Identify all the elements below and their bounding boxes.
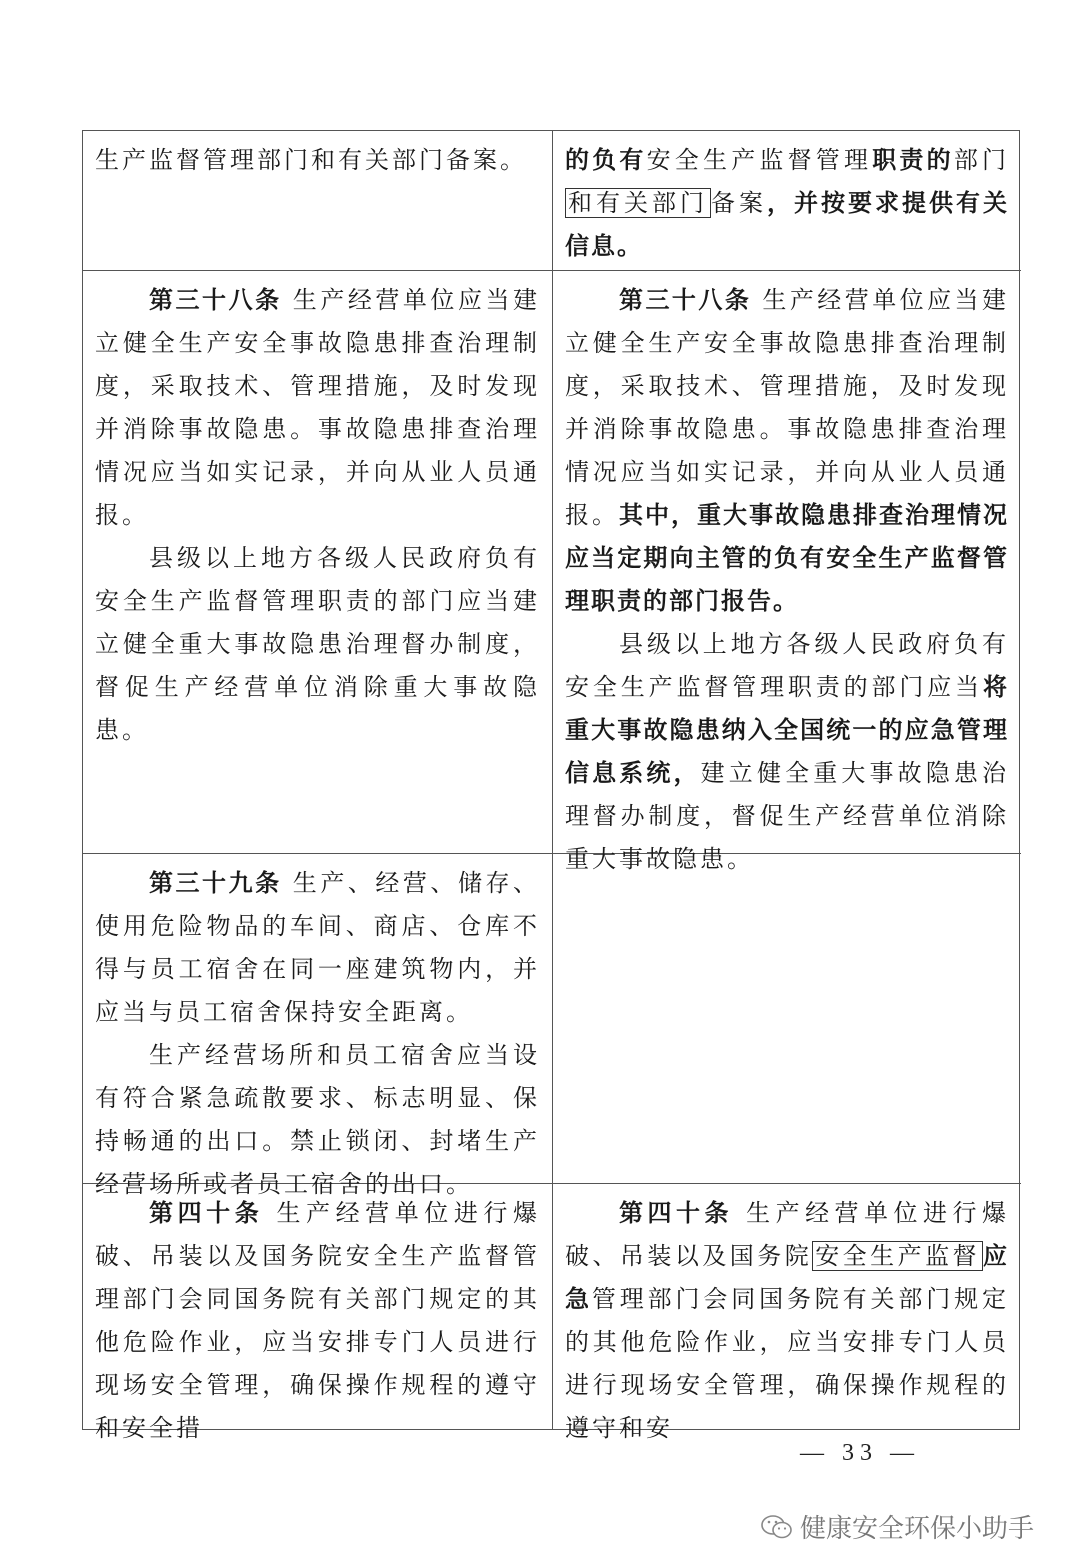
article-title: 第四十条 [149,1199,264,1227]
article40-left-p1 [95,1192,540,1450]
r1-seg: ，并按要求提供有关信息。 [565,189,1009,260]
wechat-icon [760,1514,794,1540]
watermark-text: 健康安全环保小助手 [800,1514,1035,1544]
article-text: 生产、经营、储存、使用危险物品的车间、商店、仓库不得与员工宿舍在同一座建筑物内，并应当与员工宿舍保持安全距离。 [95,869,541,1026]
wechat-watermark [760,1508,1034,1545]
deleted-text-box: 和有关部门 [565,188,711,218]
page-number: — 33 — [800,1440,920,1466]
article39-left-p1 [95,862,540,1034]
cell-article39-left [83,854,553,1198]
cell-article38-right [553,271,1021,873]
cell-article40-left [83,1184,553,1442]
article38-left-p2: 县级以上地方各级人民政府负有安全生产监督管理职责的部门应当建立健全重大事故隐患治理督办制度，督促生产经营单位消除重大事故隐患。 [95,544,540,744]
row1-right-text [565,139,1009,268]
cell-row1-left [83,131,553,271]
r1-seg: 安全生产监督管理 [646,146,873,174]
article-text: 县级以上地方各级人民政府负有安全生产监督管理职责的部门应当 [565,630,1009,701]
article-text: 生产经营单位进行爆破、吊装以及国务院安全生产监督管理部门会同国务院有关部门规定的其他危险作业，应当安排专门人员进行现场安全管理，确保操作规程的遵守和安全措 [95,1199,540,1442]
article38-left-p1 [95,279,540,537]
article-title: 第三十八条 [149,286,282,314]
article-title: 第三十八条 [619,286,752,314]
article40-right-p1 [565,1192,1009,1450]
article-title: 第三十九条 [149,869,282,897]
r1-seg: 的负有 [565,146,647,174]
article-text: 生产经营单位应当建立健全生产安全事故隐患排查治理制度，采取技术、管理措施，及时发现并消除事故隐患。事故隐患排查治理情况应当如实记录，并向从业人员通报。 [565,286,1010,529]
article-title: 第四十条 [619,1199,733,1227]
article-text: 生产经营单位进行爆破、吊装以及国务院 [565,1199,1010,1270]
article-text: 建立健全重大事故隐患治理督办制度，督促生产经营单位消除重大事故隐患。 [565,759,1010,873]
added-text: 应急 [565,1242,1010,1313]
comparison-table [82,130,1020,1442]
cell-article40-right [553,1184,1021,1442]
article38-right-p2 [565,623,1009,881]
r1-seg: 备案 [711,189,767,217]
r1-seg: 职责的 [872,146,954,174]
row1-left-text: 生产监督管理部门和有关部门备案。 [95,146,527,174]
cell-row1-right [553,131,1021,271]
article-text: 管理部门会同国务院有关部门规定的其他危险作业，应当安排专门人员进行现场安全管理，确保操作规程的遵守和安 [565,1285,1010,1442]
article-text: 生产经营单位应当建立健全生产安全事故隐患排查治理制度，采取技术、管理措施，及时发现并消除事故隐患。事故隐患排查治理情况应当如实记录，并向从业人员通报。 [95,286,541,529]
cell-article39-right-empty [553,854,1021,1184]
article38-right-p1 [565,279,1009,623]
added-text: 将重大事故隐患纳入全国统一的应急管理信息系统， [565,673,1009,787]
cell-article38-left [83,271,553,854]
deleted-text-box: 安全生产监督 [812,1241,983,1271]
article39-left-p2: 生产经营场所和员工宿舍应当设有符合紧急疏散要求、标志明显、保持畅通的出口。禁止锁闭、封堵生产经营场所或者员工宿舍的出口。 [95,1041,540,1198]
added-text: 其中，重大事故隐患排查治理情况应当定期向主管的负有安全生产监督管理职责的部门报告。 [565,501,1009,615]
r1-seg: 部门 [953,146,1010,174]
